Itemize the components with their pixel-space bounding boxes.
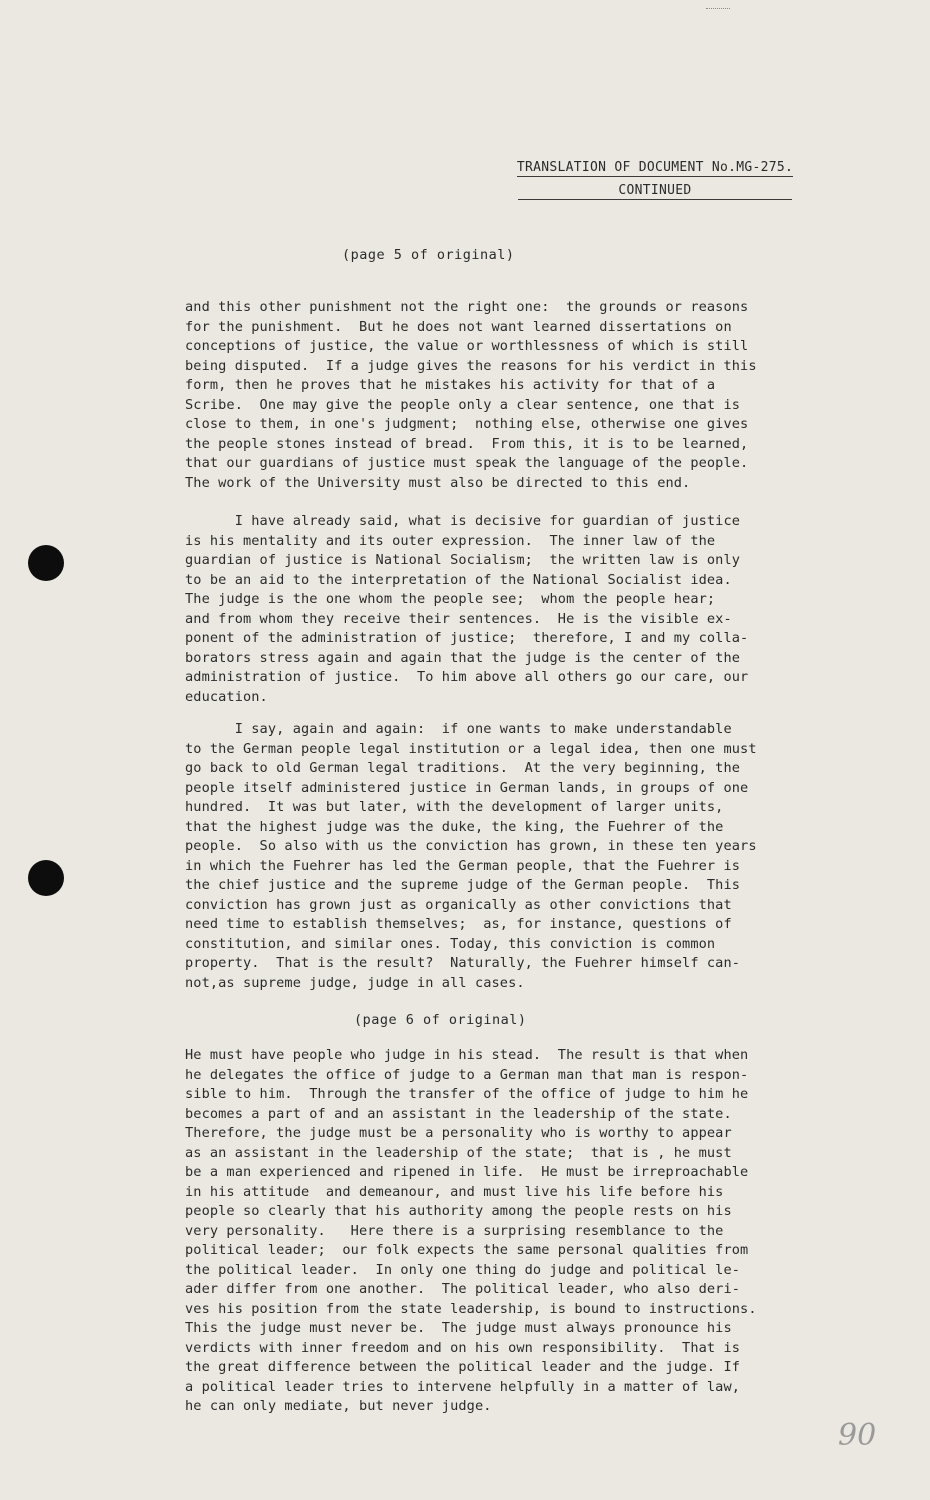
paragraph-1: and this other punishment not the right one: the grounds or reasons for the punishment. But he does not want learned dissertations on conceptions of justice, the value or worthlessness of which is still being disputed. If a judge gives the reasons for his verdict in this form, then he proves that he mistakes his activity for that of a Scribe. One may give the people only a clear sentence, one that is close to them, in one's judgment; nothing else, otherwise one gives the people stones instead of bread. From this, it is to be learned, that our guardians of justice must speak the language of the people. The work of the University must also be directed to this end. (185, 299, 757, 491)
punch-hole-icon (28, 545, 64, 581)
paper-mark (706, 8, 730, 11)
paragraph-4: He must have people who judge in his stead. The result is that when he delegates the office of judge to a German man that man is respon- sible to him. Through the transfer of the office of judge to him he becomes a part of and an assistant in the leadership of the state. Therefore, the judge must be a personality who is worthy to appear as an assistant in the leadership of the state; that is , he must be a man experienced and ripened in life. He must be irreproachable in his attitude and demeanour, and must live his life before his people so clearly that his authority among the people rests on his very personality. Here there is a surprising resemblance to the political leader; our folk expects the same personal qualities from the political leader. In only one thing do judge and political le- ader differ from one another. The political leader, who also deri- ves his position from the state leadership, is bound to instructions. This the judge must never be. The judge must always pronounce his verdicts with inner freedom and on his own responsibility. That is the great difference between the political leader and the judge. If a political leader tries to intervene helpfully in a matter of law, he can only mediate, but never judge. (185, 1047, 757, 1414)
paragraph-2: I have already said, what is decisive for guardian of justice is his mentality and its outer expression. The inner law of the guardian of justice is National Socialism; the written law is only to be an aid to the interpretation of the National Socialist idea. The judge is the one whom the people see; whom the people hear; and from whom they receive their sentences. He is the visible ex- ponent of the administration of justice; therefore, I and my colla- borators stress again and again that the judge is the center of the administration of justice. To him above all others go our care, our education. (185, 513, 749, 705)
punch-hole-icon (28, 860, 64, 896)
page-marker-5: (page 5 of original) (342, 247, 515, 263)
document-header (490, 160, 820, 200)
page-marker-6: (page 6 of original) (354, 1012, 527, 1028)
header-title: TRANSLATION OF DOCUMENT No.MG-275. (516, 160, 794, 175)
header-subtitle: CONTINUED (518, 183, 791, 200)
handwritten-page-number: 90 (838, 1418, 877, 1453)
paragraph-3: I say, again and again: if one wants to make understandable to the German people legal institution or a legal idea, then one must go back to old German legal traditions. At the very beginning, the people itself administered justice in German lands, in groups of one hundred. It was but later, with the development of larger units, that the highest judge was the duke, the king, the Fuehrer of the people. So also with us the conviction has grown, in these ten years in which the Fuehrer has led the German people, that the Fuehrer is the chief justice and the supreme judge of the German people. This conviction has grown just as organically as other convictions that need time to establish themselves; as, for instance, questions of constitution, and similar ones. Today, this conviction is common property. That is the result? Naturally, the Fuehrer himself can- not,as supreme judge, judge in all cases. (185, 721, 757, 991)
